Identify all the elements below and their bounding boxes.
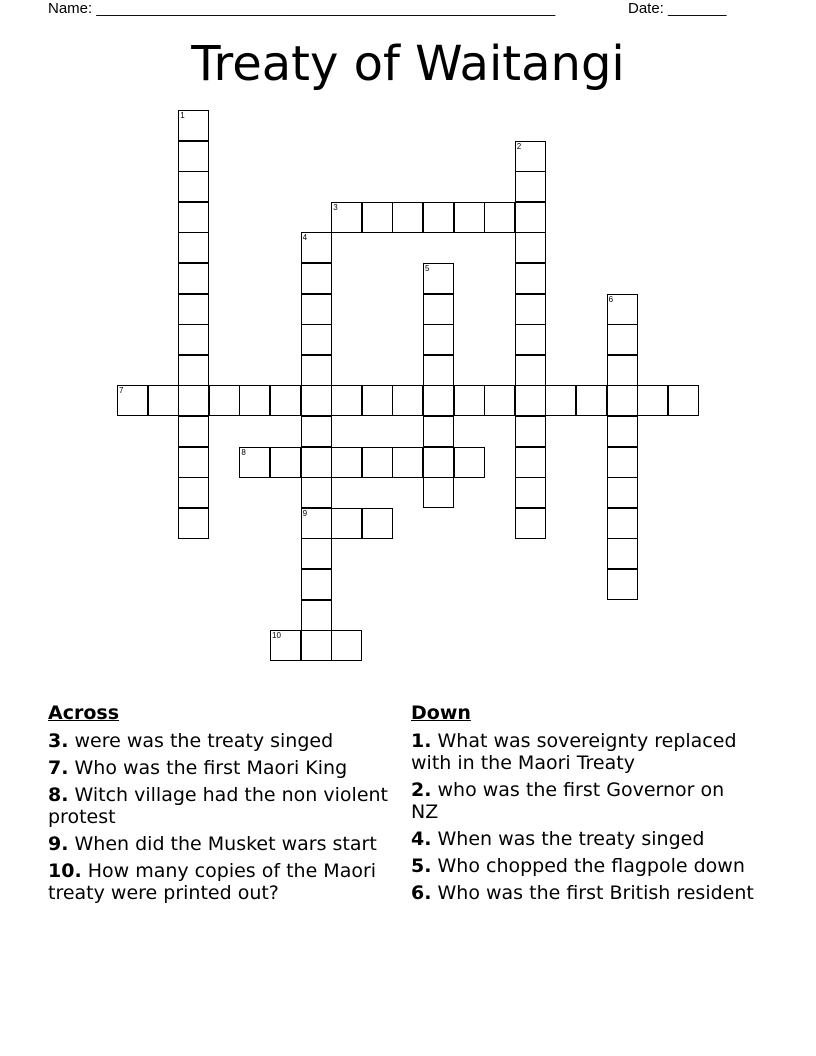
grid-cell[interactable] (178, 141, 209, 172)
grid-cell[interactable] (454, 447, 485, 478)
grid-cell[interactable] (484, 385, 515, 416)
grid-cell[interactable] (607, 294, 638, 325)
cell-number: 7 (119, 386, 124, 396)
grid-cell[interactable] (178, 355, 209, 386)
grid-cell[interactable] (178, 447, 209, 478)
grid-cell[interactable] (607, 355, 638, 386)
grid-cell[interactable] (331, 447, 362, 478)
down-heading: Down (411, 702, 471, 724)
grid-cell[interactable] (607, 477, 638, 508)
grid-cell[interactable] (515, 416, 546, 447)
down-clues (411, 702, 756, 909)
grid-cell[interactable] (362, 447, 393, 478)
grid-cell[interactable] (515, 355, 546, 386)
grid-cell[interactable] (668, 385, 699, 416)
grid-cell[interactable] (515, 508, 546, 539)
cell-number: 6 (608, 294, 614, 304)
grid-cell[interactable] (637, 385, 668, 416)
grid-cell[interactable] (607, 324, 638, 355)
grid-cell[interactable] (178, 324, 209, 355)
grid-cell[interactable] (362, 385, 393, 416)
grid-cell[interactable] (301, 324, 332, 355)
grid-cell[interactable] (331, 385, 362, 416)
grid-cell[interactable] (515, 447, 546, 478)
grid-cell[interactable] (301, 232, 332, 263)
grid-cell[interactable] (515, 202, 546, 233)
grid-cell[interactable] (362, 202, 393, 233)
grid-cell[interactable] (515, 232, 546, 263)
down-clue (411, 855, 756, 877)
cell-number: 3 (333, 202, 338, 212)
grid-cell[interactable] (607, 538, 638, 569)
grid-cell[interactable] (515, 141, 546, 172)
grid-cell[interactable] (301, 508, 332, 539)
clue-number: 3. (48, 730, 69, 752)
cell-number: 10 (272, 631, 281, 641)
grid-cell[interactable] (454, 385, 485, 416)
grid-cell[interactable] (331, 508, 362, 539)
grid-cell[interactable] (607, 416, 638, 447)
clue-text: Who was the first British resident (437, 882, 754, 904)
grid-cell[interactable] (301, 630, 332, 661)
grid-cell[interactable] (515, 171, 546, 202)
grid-cell[interactable] (239, 385, 270, 416)
down-clue (411, 882, 756, 904)
clue-number: 4. (411, 828, 432, 850)
grid-cell[interactable] (423, 324, 454, 355)
grid-cell[interactable] (178, 202, 209, 233)
grid-cell[interactable] (423, 294, 454, 325)
grid-cell[interactable] (148, 385, 179, 416)
name-field-label[interactable]: Name: _______________________________________________________ (48, 0, 556, 17)
cell-number: 5 (425, 264, 430, 273)
clue-text: Who was the first Maori King (74, 757, 348, 779)
grid-cell[interactable] (515, 263, 546, 294)
grid-cell[interactable] (301, 416, 332, 447)
grid-cell[interactable] (301, 263, 332, 294)
grid-cell[interactable] (270, 630, 301, 661)
clue-text: were was the treaty singed (74, 730, 334, 752)
across-heading: Across (48, 702, 120, 724)
clue-text: How many copies of the Maori treaty were printed out? (48, 860, 377, 904)
grid-cell[interactable] (301, 385, 332, 416)
clue-text: who was the first Governor on NZ (411, 779, 725, 823)
grid-cell[interactable] (515, 477, 546, 508)
grid-cell[interactable] (576, 385, 607, 416)
date-field-label[interactable]: Date: _______ (628, 0, 727, 17)
grid-cell[interactable] (423, 416, 454, 447)
clue-number: 2. (411, 779, 432, 801)
across-clue (48, 757, 393, 779)
cell-number: 4 (302, 233, 308, 243)
down-clue (411, 828, 756, 850)
cell-number: 8 (241, 447, 246, 457)
clue-text: Who chopped the flagpole down (437, 855, 745, 877)
grid-cell[interactable] (178, 477, 209, 508)
grid-cell[interactable] (423, 477, 454, 508)
grid-cell[interactable] (392, 202, 423, 233)
grid-cell[interactable] (301, 447, 332, 478)
clue-text: Witch village had the non violent protest (48, 784, 388, 828)
grid-cell[interactable] (515, 324, 546, 355)
cell-number: 1 (180, 111, 185, 120)
grid-cell[interactable] (423, 447, 454, 478)
clue-text: When did the Musket wars start (74, 833, 377, 855)
grid-cell[interactable] (331, 202, 362, 233)
grid-cell[interactable] (178, 294, 209, 325)
grid-cell[interactable] (301, 538, 332, 569)
grid-cell[interactable] (515, 294, 546, 325)
grid-cell[interactable] (515, 385, 546, 416)
grid-cell[interactable] (362, 508, 393, 539)
grid-cell[interactable] (178, 110, 209, 141)
clue-number: 8. (48, 784, 69, 806)
across-clue (48, 833, 393, 855)
grid-cell[interactable] (454, 202, 485, 233)
down-clue (411, 779, 756, 823)
grid-cell[interactable] (484, 202, 515, 233)
clue-text: When was the treaty singed (437, 828, 705, 850)
grid-cell[interactable] (607, 385, 638, 416)
grid-cell[interactable] (301, 569, 332, 600)
down-clue (411, 730, 756, 774)
grid-cell[interactable] (301, 477, 332, 508)
clue-number: 5. (411, 855, 432, 877)
grid-cell[interactable] (178, 232, 209, 263)
grid-cell[interactable] (545, 385, 576, 416)
clue-number: 9. (48, 833, 69, 855)
across-clue (48, 860, 393, 904)
clue-number: 1. (411, 730, 432, 752)
grid-cell[interactable] (423, 202, 454, 233)
across-clue (48, 730, 393, 752)
grid-cell[interactable] (392, 447, 423, 478)
grid-cell[interactable] (178, 508, 209, 539)
grid-cell[interactable] (423, 355, 454, 386)
grid-cell[interactable] (607, 569, 638, 600)
grid-cell[interactable] (301, 600, 332, 631)
puzzle-title: Treaty of Waitangi (191, 36, 625, 92)
grid-cell[interactable] (423, 385, 454, 416)
grid-cell[interactable] (178, 416, 209, 447)
grid-cell[interactable] (607, 447, 638, 478)
cell-number: 2 (516, 141, 522, 151)
clue-number: 7. (48, 757, 69, 779)
grid-cell[interactable] (178, 263, 209, 294)
clue-number: 6. (411, 882, 432, 904)
grid-cell[interactable] (301, 294, 332, 325)
clue-number: 10. (48, 860, 82, 882)
grid-cell[interactable] (331, 630, 362, 661)
grid-cell[interactable] (178, 385, 209, 416)
cell-number: 9 (302, 508, 308, 518)
grid-cell[interactable] (607, 508, 638, 539)
grid-cell[interactable] (270, 447, 301, 478)
grid-cell[interactable] (270, 385, 301, 416)
across-clue (48, 784, 393, 828)
across-clues (48, 702, 393, 909)
grid-cell[interactable] (392, 385, 423, 416)
grid-cell[interactable] (239, 447, 270, 478)
grid-cell[interactable] (117, 385, 148, 416)
grid-cell[interactable] (423, 263, 454, 294)
clue-text: What was sovereignty replaced with in the Maori Treaty (411, 730, 737, 774)
grid-cell[interactable] (178, 171, 209, 202)
grid-cell[interactable] (209, 385, 240, 416)
grid-cell[interactable] (301, 355, 332, 386)
